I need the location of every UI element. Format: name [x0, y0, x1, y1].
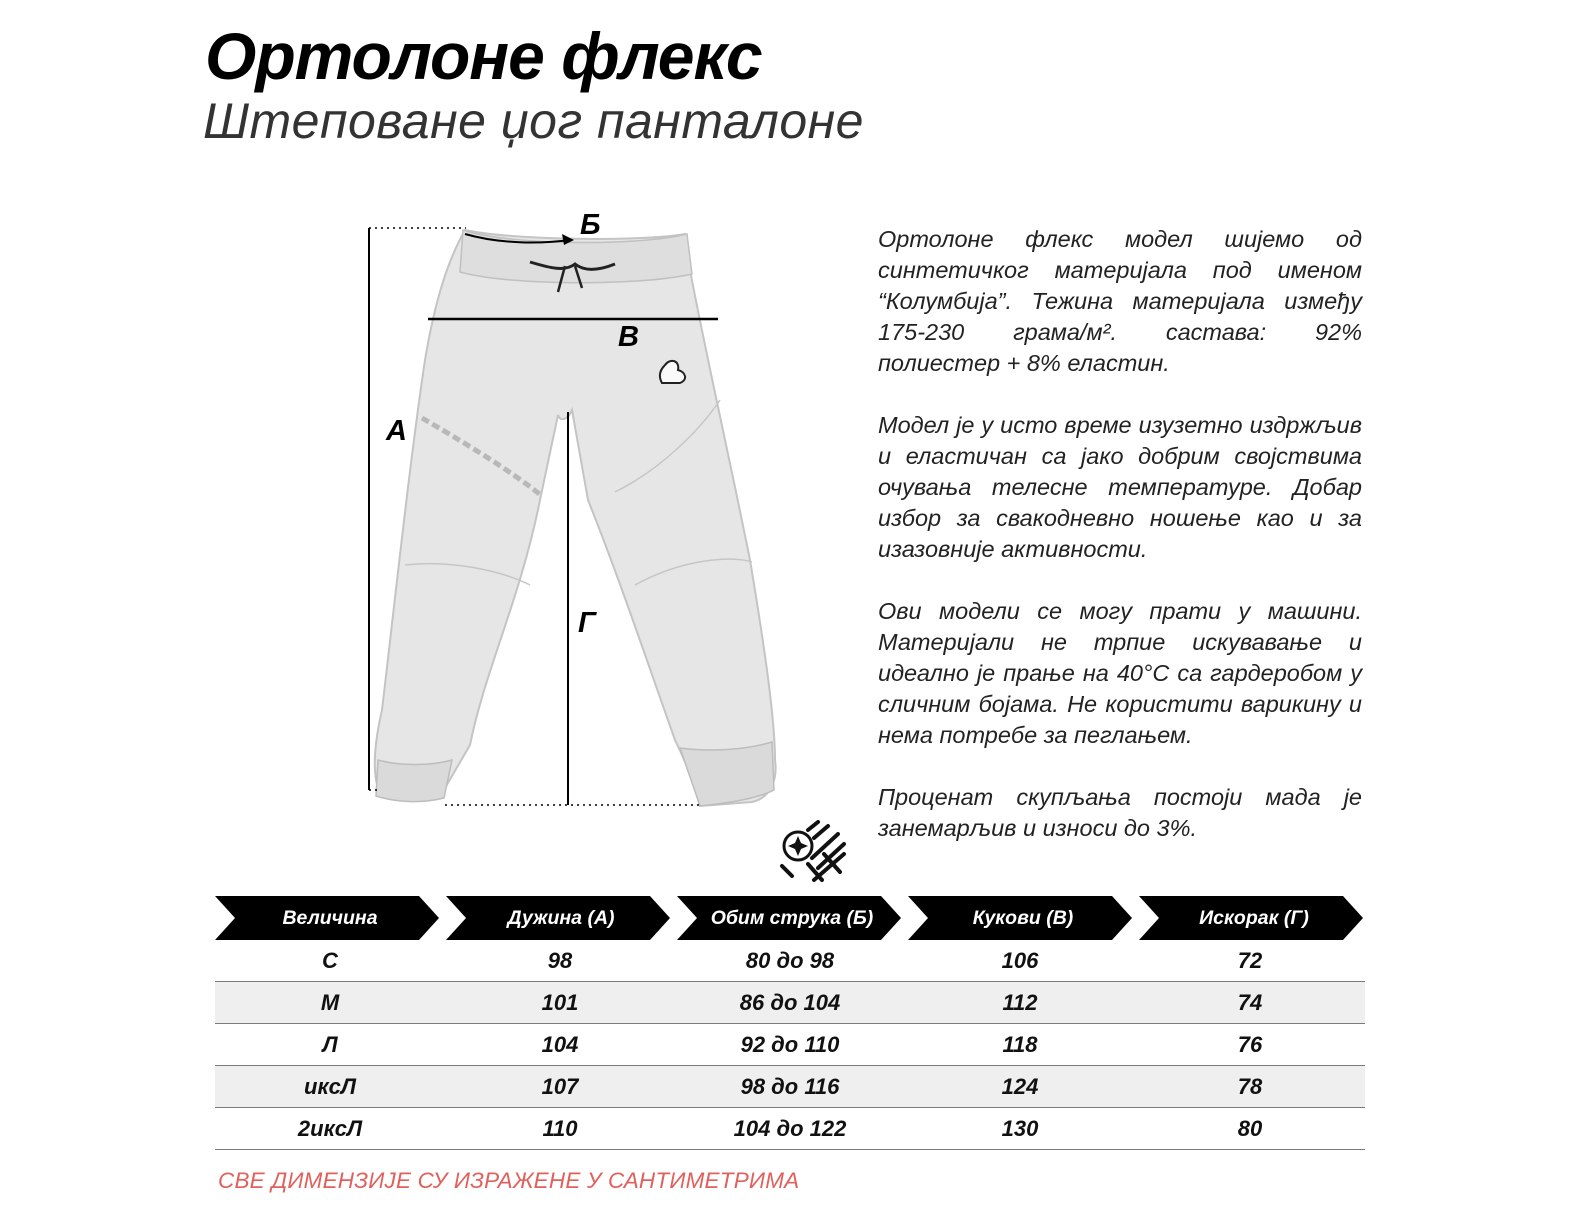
product-title: Ортолоне флекс — [205, 19, 762, 93]
header-length: Дужина (А) — [446, 896, 670, 940]
table-row — [215, 940, 1365, 982]
dimensions-footnote: СВЕ ДИМЕНЗИЈЕ СУ ИЗРАЖЕНЕ У САНТИМЕТРИМА — [218, 1168, 800, 1193]
fabric-shrink-icon — [778, 820, 850, 888]
table-row — [215, 1024, 1365, 1066]
cell-hips: 130 — [1001, 1115, 1039, 1141]
cell-waist: 104 до 122 — [733, 1115, 847, 1141]
description-paragraph: Модел је у исто време изузетно издржљив и еластичан са јако добрим својствима очувања телесне температуре. Добар избор за свакодневно ношење као и за изазовније активности. — [878, 412, 1362, 562]
label-a: А — [386, 415, 407, 447]
description-paragraph: Проценат скупљања постоји мада је занемарљив и износи до 3%. — [878, 784, 1362, 841]
cell-size: иксЛ — [304, 1073, 356, 1099]
cell-length: 104 — [541, 1031, 579, 1057]
cell-inseam: 72 — [1237, 947, 1263, 973]
table-header — [215, 896, 1365, 940]
cell-length: 110 — [542, 1115, 578, 1141]
cell-hips: 124 — [1001, 1073, 1039, 1099]
cell-waist: 80 до 98 — [745, 947, 835, 973]
cell-size: Л — [322, 1031, 338, 1057]
cell-waist: 86 до 104 — [739, 989, 841, 1015]
pants-measurement-diagram — [360, 200, 780, 820]
header-inseam: Искорак (Г) — [1139, 896, 1363, 940]
cell-waist: 98 до 116 — [740, 1073, 840, 1099]
table-row — [215, 1066, 1365, 1108]
header-waist: Обим струка (Б) — [677, 896, 901, 940]
description-paragraph: Ортолоне флекс модел шијемо од синтетичког материјала под именом “Колумбија”. Тежина материјала између 175-230 грама/м². састава: 92% полиестер + 8% еластин. — [878, 226, 1362, 376]
cell-length: 107 — [541, 1073, 579, 1099]
header-hips: Кукови (В) — [908, 896, 1132, 940]
size-table — [215, 896, 1365, 1150]
cell-hips: 118 — [1002, 1031, 1038, 1057]
cell-size: М — [320, 989, 340, 1015]
label-g: Г — [578, 607, 596, 639]
cell-inseam: 78 — [1237, 1073, 1263, 1099]
cell-hips: 112 — [1002, 989, 1038, 1015]
cell-inseam: 76 — [1237, 1031, 1263, 1057]
cell-inseam: 74 — [1237, 989, 1263, 1015]
label-b: Б — [580, 209, 601, 241]
cell-hips: 106 — [1001, 947, 1039, 973]
cell-length: 98 — [547, 947, 573, 973]
cell-size: 2иксЛ — [297, 1115, 363, 1141]
header-size: Величина — [215, 896, 439, 940]
cell-size: С — [322, 947, 338, 973]
description-paragraph: Ови модели се могу прати у машини. Материјали не трпие искувавање и идеално је прање на 40°C са гардеробом у сличним бојама. Не користити варикину и нема потребе за пеглањем. — [878, 598, 1362, 748]
product-description — [878, 224, 1362, 844]
label-v: В — [618, 321, 639, 353]
cell-length: 101 — [541, 989, 579, 1015]
pants-illustration — [375, 230, 776, 806]
cell-waist: 92 до 110 — [740, 1031, 840, 1057]
table-row — [215, 1108, 1365, 1150]
product-subtitle: Штеповане џог панталоне — [203, 93, 864, 149]
cell-inseam: 80 — [1237, 1115, 1263, 1141]
table-row — [215, 982, 1365, 1024]
